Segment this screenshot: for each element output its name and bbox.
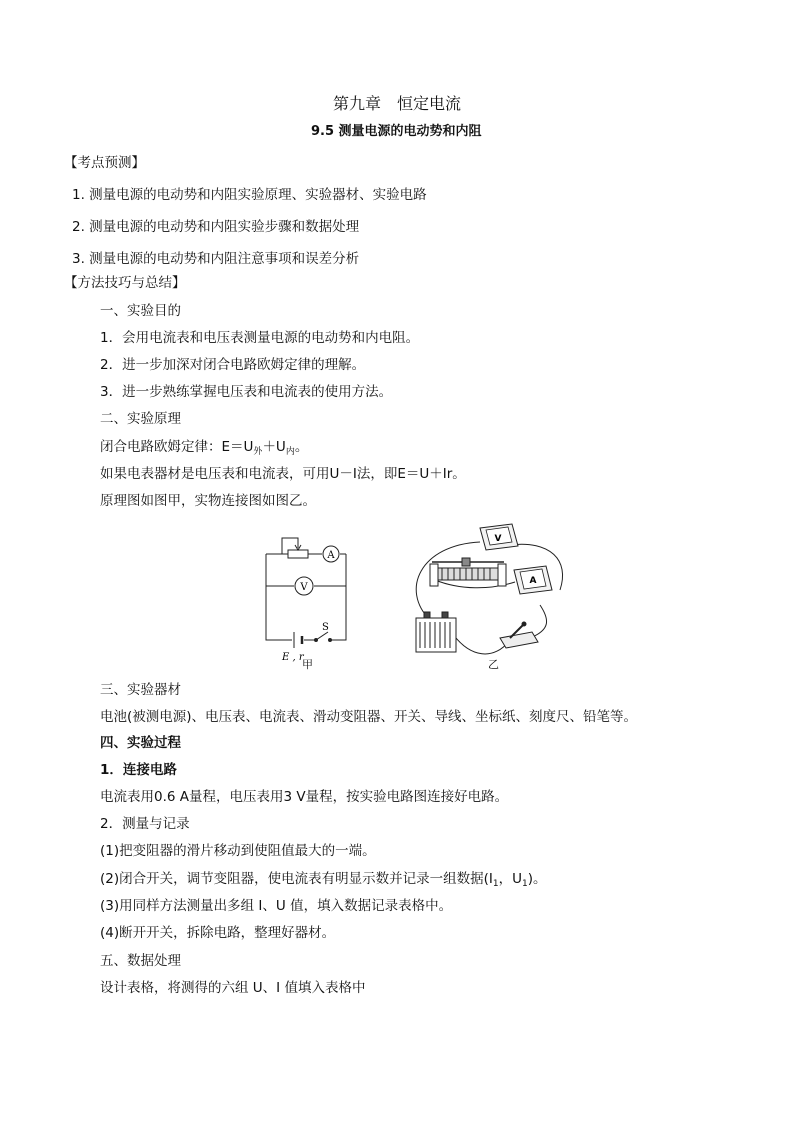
s3-title: 三、实验器材 xyxy=(100,682,181,698)
p2-mid: ，U xyxy=(498,871,522,887)
section-title: 9.5 测量电源的电动势和内阻 xyxy=(311,124,482,139)
law-pre: 闭合电路欧姆定律：E＝U xyxy=(100,439,254,455)
law-sub-wai: 外 xyxy=(253,447,263,457)
s4-p2 xyxy=(100,871,547,892)
p2-pre: (2)闭合开关，调节变阻器，使电流表有明显示数并记录一组数据(I xyxy=(100,871,493,887)
kaodian-item-1: 1. 测量电源的电动势和内阻实验原理、实验器材、实验电路 xyxy=(72,187,427,203)
caption-jia: 甲 xyxy=(302,658,313,671)
law-mid: ＋U xyxy=(262,439,286,455)
fangfa-heading: 【方法技巧与总结】 xyxy=(64,275,186,291)
s2-law xyxy=(100,439,308,460)
p2-sub-2: 1 xyxy=(522,879,528,889)
ammeter-device-label: A xyxy=(529,576,537,586)
s4-step1-body: 电流表用0.6 A量程，电压表用3 V量程，按实验电路图连接好电路。 xyxy=(100,789,509,805)
battery-symbol xyxy=(294,632,302,648)
s2-title: 二、实验原理 xyxy=(100,411,181,427)
battery-label: E , r xyxy=(282,652,304,663)
kaodian-item-2: 2. 测量电源的电动势和内阻实验步骤和数据处理 xyxy=(72,219,360,235)
s5-body: 设计表格，将测得的六组 U、I 值填入表格中 xyxy=(100,980,366,996)
switch-label: S xyxy=(322,622,329,633)
s1-item-3: 3．进一步熟练掌握电压表和电流表的使用方法。 xyxy=(100,384,393,400)
knife-switch-device xyxy=(500,622,538,648)
law-end: 。 xyxy=(294,439,309,455)
s2-line-2: 如果电表器材是电压表和电流表，可用U－I法，即E＝U＋Ir。 xyxy=(100,466,466,482)
s4-title: 四、实验过程 xyxy=(100,735,181,751)
kaodian-heading: 【考点预测】 xyxy=(64,155,145,171)
s4-step2-title: 2．测量与记录 xyxy=(100,816,190,832)
s4-p1: (1)把变阻器的滑片移动到使阻值最大的一端。 xyxy=(100,843,376,859)
s4-p3: (3)用同样方法测量出多组 I、U 值，填入数据记录表格中。 xyxy=(100,898,453,914)
s1-item-2: 2．进一步加深对闭合电路欧姆定律的理解。 xyxy=(100,357,366,373)
caption-yi: 乙 xyxy=(488,658,499,671)
voltmeter-device-label: V xyxy=(494,534,502,544)
s2-line-3: 原理图如图甲，实物连接图如图乙。 xyxy=(100,493,316,509)
ammeter-device xyxy=(514,566,552,594)
s4-step1-title: 1．连接电路 xyxy=(100,762,177,778)
battery-device xyxy=(416,612,456,652)
kaodian-item-3: 3. 测量电源的电动势和内阻注意事项和误差分析 xyxy=(72,251,360,267)
voltmeter-device xyxy=(480,524,518,550)
s3-body: 电池(被测电源)、电压表、电流表、滑动变阻器、开关、导线、坐标纸、刻度尺、铅笔等。 xyxy=(100,709,638,725)
physical-setup-drawing xyxy=(400,520,590,670)
s1-item-1: 1．会用电流表和电压表测量电源的电动势和内电阻。 xyxy=(100,330,420,346)
s1-title: 一、实验目的 xyxy=(100,303,181,319)
s5-title: 五、数据处理 xyxy=(100,953,181,969)
s4-p4: (4)断开开关，拆除电路，整理好器材。 xyxy=(100,925,336,941)
voltmeter-label: V xyxy=(300,582,308,593)
p2-end: )。 xyxy=(527,871,547,887)
p2-sub-1: 1 xyxy=(492,879,499,889)
switch-symbol xyxy=(315,632,332,642)
chapter-title: 第九章 恒定电流 xyxy=(333,94,462,113)
ammeter-label: A xyxy=(327,550,335,561)
law-sub-nei: 内 xyxy=(285,447,295,457)
circuit-schematic xyxy=(250,530,360,675)
